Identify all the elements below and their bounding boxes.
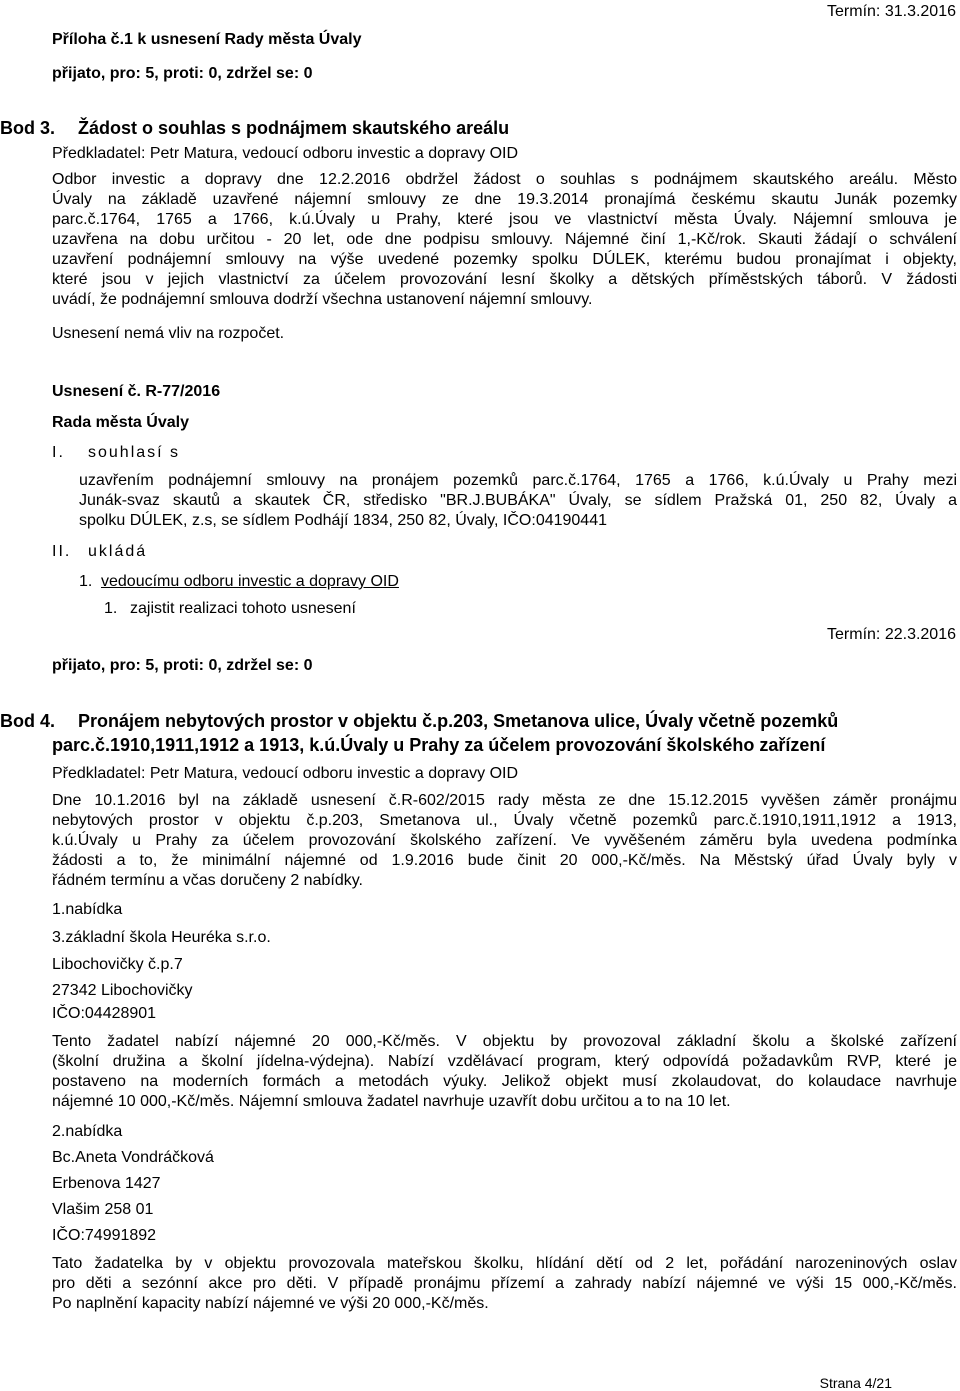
bod4-title-line2: parc.č.1910,1911,1912 a 1913, k.ú.Úvaly u Prahy za účelem provozování školského zařízení — [52, 735, 826, 755]
bod4-intro — [52, 791, 957, 891]
bod3-body-line: parc.č.1764, 1765 a 1766, k.ú.Úvaly u Prahy, které jsou ve vlastnictví města Úvaly. Nájemní smlouva je — [52, 211, 957, 228]
bod3-section1-line: spolku DÚLEK, z.s, se sídlem Podhájí 1834, 250 82, Úvaly, IČO:04190441 — [79, 512, 607, 529]
offer1-text-line: nájemné 10 000,-Kč/měs. Nájemní smlouva žadatel navrhuje uzavřít dobu určitou a to na 10 let. — [52, 1093, 731, 1110]
bod3-number: Bod 3. — [0, 118, 56, 138]
bod3-body-line: Úvaly na základě uzavřené nájemní smlouvy ze dne 19.3.2014 pronajímá českému skautu Junák pozemky — [52, 191, 957, 208]
bod3-section1-line: uzavřením podnájemní smlouvy na pronájem pozemků parc.č.1764, 1765 a 1766, k.ú.Úvaly u Prahy mezi — [79, 472, 957, 489]
offer1-street: Libochovičky č.p.7 — [52, 956, 183, 973]
bod4-intro-line: žádosti a to, že minimální nájemné od 1.9.2016 bude činit 20 000,-Kč/měs. Na Městský úřad Úvaly byly v — [52, 852, 957, 869]
offer2-text — [52, 1254, 957, 1314]
bod3-body-line: Odbor investic a dopravy dne 12.2.2016 obdržel žádost o souhlas s podnájmem skautského areálu. Město — [52, 171, 957, 188]
offer1-ico: IČO:04428901 — [52, 1005, 157, 1022]
bod4-number: Bod 4. — [0, 711, 56, 731]
offer1-text-line: (školní družina a školní jídelna-výdejna). Nabízí vzdělávací program, který odpovídá požadavkům RVP, které je — [52, 1053, 957, 1070]
bod3-section1-line: Junák-svaz skautů a skautek ČR, středisko "BR.J.BUBÁKA" Úvaly, se sídlem Pražská 01, 250 82, Úvaly a — [79, 492, 957, 509]
bod4-title-line1: Pronájem nebytových prostor v objektu č.p.203, Smetanova ulice, Úvaly včetně pozemků — [78, 711, 839, 731]
offer2-city: Vlašim 258 01 — [52, 1201, 154, 1218]
offer1-text-line: Tento žadatel nabízí nájemné 20 000,-Kč/měs. V objektu by provozoval základní školu a školské zařízení — [52, 1033, 957, 1050]
offer2-text-line: Po naplnění kapacity nabízí nájemné ve výši 20 000,-Kč/měs. — [52, 1295, 489, 1312]
bod3-task-number: 1. — [104, 600, 118, 617]
bod3-section2-verb: ukládá — [88, 543, 148, 560]
bod3-vote: přijato, pro: 5, proti: 0, zdržel se: 0 — [52, 657, 313, 674]
offer1-city: 27342 Libochovičky — [52, 982, 193, 999]
bod3-budget-note: Usnesení nemá vliv na rozpočet. — [52, 325, 285, 342]
offer2-text-line: pro děti a sezónní akce pro děti. V případě pronájmu přízemí a zahrady nabízí nájemné ve výši 15 000,-Kč/měs. — [52, 1275, 957, 1292]
page-number: Strana 4/21 — [819, 1375, 892, 1391]
bod3-assignee-number: 1. — [79, 573, 93, 590]
bod4-intro-line: Dne 10.1.2016 byl na základě usnesení č.R-602/2015 rady města ze dne 15.12.2015 vyvěšen záměr pronájmu — [52, 792, 957, 809]
bod3-section1-verb: souhlasí s — [88, 444, 181, 461]
bod3-body-line: uzavření podnájemní smlouvy na výše uvedené pozemky spolku DÚLEK, kterému budou pronajímat i objekty, — [52, 251, 957, 268]
bod4-intro-line: řádném termínu a včas doručeny 2 nabídky. — [52, 872, 363, 889]
offer1-text — [52, 1032, 957, 1112]
offer2-label: 2.nabídka — [52, 1123, 123, 1140]
bod3-submitter: Předkladatel: Petr Matura, vedoucí odboru investic a dopravy OID — [52, 145, 519, 162]
offer1-text-line: postaveno na moderních formách a metodách výuky. Jelikož objekt musí zkolaudovat, do kolaudace navrhuje — [52, 1073, 957, 1090]
header-deadline: Termín: 31.3.2016 — [827, 3, 956, 20]
bod3-body-line: uzavřena na dobu určitou - 20 let, ode dne podpisu smlouvy. Nájemné činí 1,-Kč/rok. Skauti žádají o schválení — [52, 231, 957, 248]
offer1-name: 3.základní škola Heuréka s.r.o. — [52, 929, 271, 946]
offer2-street: Erbenova 1427 — [52, 1175, 161, 1192]
bod3-deadline: Termín: 22.3.2016 — [827, 626, 956, 643]
offer2-name: Bc.Aneta Vondráčková — [52, 1149, 214, 1166]
bod3-section1-number: I. — [52, 444, 65, 461]
bod4-submitter: Předkladatel: Petr Matura, vedoucí odboru investic a dopravy OID — [52, 765, 519, 782]
bod3-section2-number: II. — [52, 543, 72, 560]
bod3-body-line: které jsou v jejich vlastnictví za účelem provozování lesní školky a dětských příměstských táborů. V žádosti — [52, 271, 957, 288]
bod3-assignee: vedoucímu odboru investic a dopravy OID — [101, 573, 399, 590]
bod3-body — [52, 170, 957, 310]
bod3-resolution-number: Usnesení č. R-77/2016 — [52, 383, 221, 400]
bod3-council: Rada města Úvaly — [52, 414, 189, 431]
bod3-task: zajistit realizaci tohoto usnesení — [130, 600, 356, 617]
bod4-intro-line: k.ú.Úvaly u Prahy za účelem provozování školského zařízení. Ve vyvěšeném záměru byla uvedena podmínka — [52, 832, 957, 849]
bod3-body-line: uvádí, že podnájemní smlouva dodrží všechna ustanovení nájemní smlouvy. — [52, 291, 593, 308]
offer2-ico: IČO:74991892 — [52, 1227, 157, 1244]
bod3-title: Žádost o souhlas s podnájmem skautského areálu — [78, 118, 510, 138]
bod4-intro-line: nebytových prostor v objektu č.p.203, Smetanova ul., Úvaly včetně pozemků parc.č.1910,1911,1912 a 1913, — [52, 812, 957, 829]
header-vote: přijato, pro: 5, proti: 0, zdržel se: 0 — [52, 65, 313, 82]
attachment-title: Příloha č.1 k usnesení Rady města Úvaly — [52, 31, 362, 48]
bod3-section1-text — [79, 471, 957, 531]
offer2-text-line: Tato žadatelka by v objektu provozovala mateřskou školku, hlídání dětí od 2 let, pořádání narozeninových oslav — [52, 1255, 957, 1272]
offer1-label: 1.nabídka — [52, 901, 123, 918]
